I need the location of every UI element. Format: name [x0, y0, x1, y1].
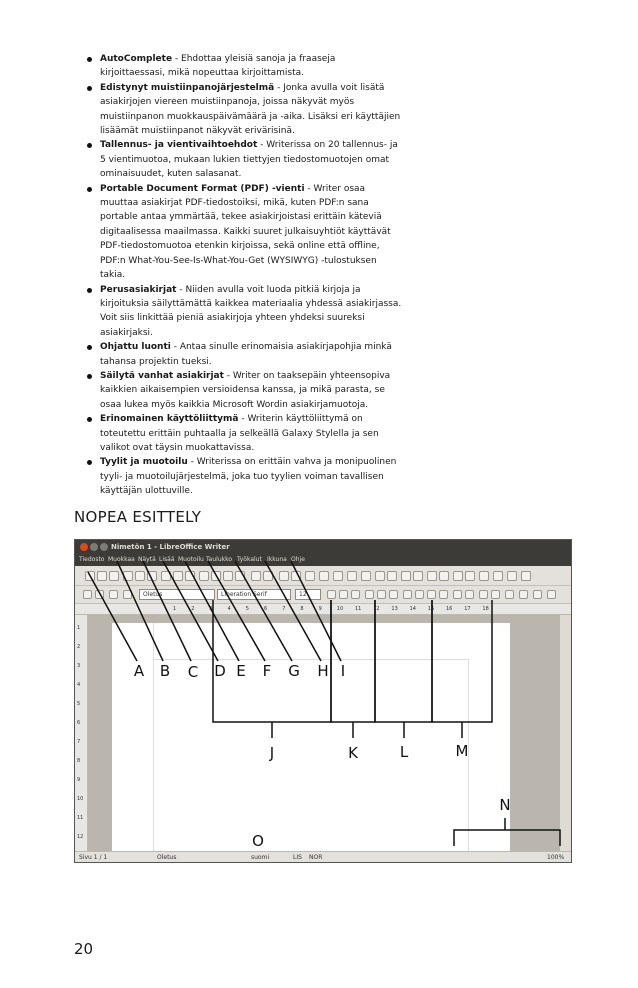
feature-line: PDF:n What-You-See-Is-What-You-Get (WYSIWYG) -tulostuksen — [100, 255, 377, 266]
status-zoom: 100% — [547, 854, 565, 861]
ruler-number: 17 — [464, 606, 471, 612]
feature-line: valikot ovat täysin muokattavissa. — [100, 442, 255, 453]
window-title: Nimetön 1 - LibreOffice Writer — [111, 543, 230, 551]
feature-item — [100, 340, 445, 369]
feature-list — [80, 52, 445, 499]
callout-label-b: B — [159, 662, 171, 680]
ruler-number: 6 — [264, 606, 268, 612]
feature-term: Tallennus- ja vientivaihtoehdot — [100, 140, 258, 151]
ruler-number: 5 — [245, 606, 249, 612]
feature-line: takia. — [100, 270, 126, 281]
menu-table: Taulukko — [206, 556, 233, 563]
feature-desc: - Writerissa on 20 tallennus- ja — [257, 140, 398, 151]
page-number: 20 — [74, 940, 94, 958]
callout-label-l: L — [399, 743, 409, 761]
feature-item — [100, 81, 445, 139]
feature-line: käyttäjän ulottuville. — [100, 486, 193, 497]
ruler-number: 3 — [77, 663, 81, 669]
ruler-number: 2 — [191, 606, 195, 612]
ruler-number: 3 — [209, 606, 213, 612]
feature-desc: - Niiden avulla voit luoda pitkiä kirjoja ja — [176, 284, 361, 295]
feature-item — [100, 182, 445, 283]
ruler-number: 12 — [77, 834, 84, 840]
feature-term: Edistynyt muistiinpanojärjestelmä — [100, 82, 275, 93]
ruler-number: 9 — [77, 777, 81, 783]
menu-tools: Työkalut — [237, 556, 262, 563]
ruler-number: 16 — [446, 606, 453, 612]
feature-item — [100, 455, 445, 498]
callout-label-m: M — [455, 742, 469, 760]
feature-desc: - Writer osaa — [304, 183, 366, 194]
feature-term: AutoComplete — [100, 54, 173, 64]
feature-line: kirjoituksia säilyttämättä kaikkea materiaalia yhdessä asiakirjassa. — [100, 298, 402, 309]
ruler-number: 12 — [373, 606, 380, 612]
feature-desc: - Ehdottaa yleisiä sanoja ja fraaseja — [172, 54, 336, 64]
ruler-number: 4 — [77, 682, 81, 688]
callout-label-e: E — [236, 662, 246, 680]
ruler-number: 13 — [391, 606, 398, 612]
ruler-number: 5 — [77, 701, 81, 707]
font-size-box: 12 — [295, 589, 321, 600]
feature-term: Ohjattu luonti — [100, 342, 171, 353]
menu-insert: Lisää — [159, 556, 175, 563]
ruler-number: 7 — [282, 606, 286, 612]
paragraph-style-box: Oletus — [139, 589, 215, 600]
feature-line: kirjoittaessasi, mikä nopeuttaa kirjoittamista. — [100, 68, 304, 79]
menu-edit: Muokkaa — [108, 556, 135, 563]
ruler-number: 1 — [173, 606, 177, 612]
writer-screenshot — [74, 539, 572, 863]
status-style: Oletus — [157, 854, 177, 861]
callout-label-c: C — [187, 663, 199, 681]
feature-desc: - Writer on taaksepäin yhteensopiva — [223, 370, 391, 381]
ruler-number: 8 — [300, 606, 304, 612]
ruler-number: 10 — [336, 606, 344, 612]
status-selection-mode: NOR — [309, 854, 323, 861]
feature-desc: - Writerin käyttöliittymä on — [238, 414, 363, 425]
ruler-number: 11 — [77, 815, 84, 821]
menu-file: Tiedosto — [79, 556, 105, 563]
menu-help: Ohje — [291, 556, 305, 563]
feature-line: lisäämät muistiinpanot näkyvät erivärisinä. — [100, 126, 295, 137]
ruler-number: 14 — [409, 606, 416, 612]
ruler-number: 9 — [318, 606, 322, 612]
ruler-number: 2 — [77, 644, 81, 650]
menu-view: Näytä — [138, 556, 156, 563]
ruler-number: 15 — [427, 606, 435, 612]
feature-term: Perusasiakirjat — [100, 284, 177, 295]
ruler-number: 7 — [77, 739, 81, 745]
ruler-number: 8 — [77, 758, 81, 764]
feature-line: muistiinpanon muokkauspäivämäärä ja -aika. Lisäksi eri käyttäjien — [100, 111, 401, 122]
feature-term: Tyylit ja muotoilu — [100, 457, 188, 468]
feature-line: asiakirjojen viereen muistiinpanoja, joissa näkyvät myös — [100, 97, 355, 108]
feature-line: tahansa projektin tueksi. — [100, 356, 212, 367]
section-heading: NOPEA ESITTELY — [74, 508, 202, 526]
callout-label-d: D — [214, 662, 226, 680]
status-insert-mode: LIS — [293, 854, 302, 861]
callout-label-h: H — [317, 662, 329, 680]
feature-line: 5 vientimuotoa, mukaan lukien tiettyjen tiedostomuotojen omat — [100, 154, 390, 165]
feature-item — [100, 138, 445, 181]
feature-line: osaa lukea myös kaikkia Microsoft Wordin asiakirjamuotoja. — [100, 399, 369, 410]
menu-window: Ikkuna — [267, 556, 287, 563]
feature-line: portable antaa ymmärtää, tekee asiakirjoistasi erittäin käteviä — [100, 212, 382, 223]
ruler-number: 6 — [77, 720, 81, 726]
feature-line: ominaisuudet, kuten salasanat. — [100, 169, 242, 180]
feature-desc: - Writerissa on erittäin vahva ja monipuolinen — [187, 457, 397, 468]
ruler-number: 1 — [77, 625, 81, 631]
callout-label-a: A — [133, 662, 145, 680]
feature-line: Voit siis linkittää pieniä asiakirjoja yhteen yhdeksi suureksi — [100, 313, 365, 324]
ruler-number: 11 — [355, 606, 362, 612]
callout-label-j: J — [269, 744, 275, 762]
feature-desc: - Antaa sinulle erinomaisia asiakirjapohjia minkä — [170, 342, 392, 353]
feature-line: PDF-tiedostomuotoa etenkin kirjoissa, sekä online että offline, — [100, 241, 380, 252]
status-language: suomi — [251, 854, 270, 861]
feature-item — [100, 52, 445, 81]
callout-label-g: G — [288, 662, 300, 680]
callout-overlay — [75, 540, 571, 862]
ruler-number: 10 — [77, 796, 84, 802]
feature-item — [100, 283, 445, 341]
feature-line: tyyli- ja muotoilujärjestelmä, joka tuo tyylien voiman tavallisen — [100, 471, 384, 482]
feature-line: muuttaa asiakirjat PDF-tiedostoiksi, mikä, kuten PDF:n sana — [100, 198, 369, 209]
ruler-number: 4 — [227, 606, 231, 612]
feature-line: kaikkien aikaisempien versioidensa kanssa, ja mikä parasta, se — [100, 385, 385, 396]
feature-line: toteutettu erittäin puhtaalla ja selkeällä Galaxy Stylella ja sen — [100, 428, 379, 439]
callout-label-f: F — [262, 662, 272, 680]
callout-label-n: N — [499, 796, 511, 814]
callout-label-o: O — [252, 832, 264, 850]
feature-line: asiakirjaksi. — [100, 327, 153, 338]
font-name-box: Liberation Serif — [217, 589, 291, 600]
ruler-number: 18 — [482, 606, 489, 612]
menu-format: Muotoilu — [178, 556, 204, 563]
feature-line: digitaalisessa maailmassa. Kaikki suuret julkaisuyhtiöt käyttävät — [100, 226, 391, 237]
status-page: Sivu 1 / 1 — [79, 854, 108, 861]
feature-desc: - Jonka avulla voit lisätä — [274, 82, 385, 93]
feature-term: Portable Document Format (PDF) -vienti — [100, 183, 305, 194]
callout-label-k: K — [348, 744, 358, 762]
feature-term: Erinomainen käyttöliittymä — [100, 414, 239, 425]
feature-item — [100, 412, 445, 455]
callout-label-i: I — [340, 662, 346, 680]
feature-term: Säilytä vanhat asiakirjat — [100, 370, 224, 381]
feature-item — [100, 369, 445, 412]
